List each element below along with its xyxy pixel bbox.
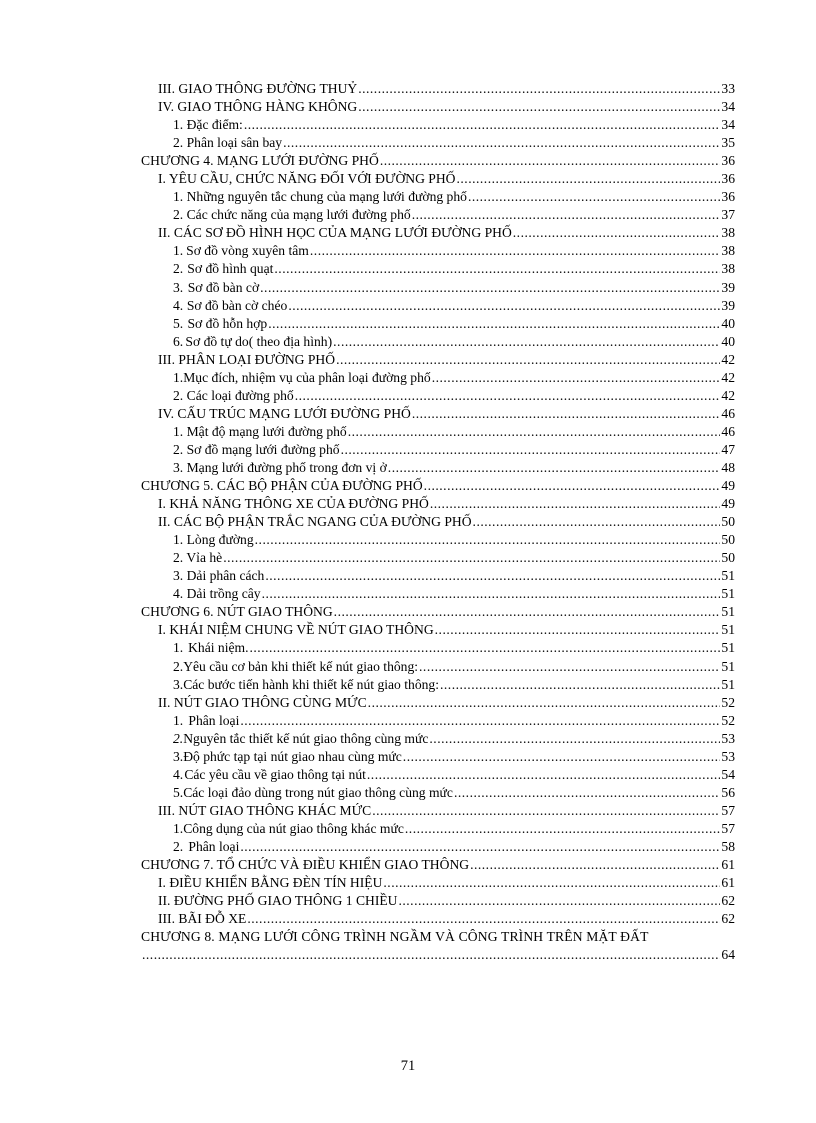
toc-entry-page: 51 (721, 604, 735, 620)
toc-entry-page: 39 (721, 279, 735, 295)
toc-entry-number: 1. (173, 820, 184, 836)
toc-entry-title: III. BÃI ĐỖ XE (158, 911, 247, 927)
toc-entry-page: 42 (721, 387, 735, 403)
dot-leader (240, 712, 720, 730)
toc-entry[interactable] (141, 784, 735, 802)
dot-leader (255, 531, 721, 549)
dot-leader (440, 676, 720, 694)
toc-entry-title: Sơ đồ hình quạt (187, 261, 274, 277)
dot-leader (295, 387, 721, 405)
toc-entry-title: 4. Dải trồng cây (173, 586, 261, 602)
toc-entry[interactable] (141, 351, 735, 369)
toc-entry-title: 1. Lòng đường (173, 532, 254, 548)
toc-entry[interactable] (141, 946, 735, 964)
toc-entry-title: Sơ đồ hỗn hợp (187, 315, 268, 331)
toc-entry-page: 51 (721, 640, 735, 656)
toc-entry-title: III. PHÂN LOẠI ĐƯỜNG PHỐ (158, 351, 336, 367)
toc-entry-number: 3. (173, 676, 184, 692)
toc-entry[interactable] (141, 621, 735, 639)
toc-entry-title: I. KHÁI NIỆM CHUNG VỀ NÚT GIAO THÔNG (158, 622, 434, 638)
toc-entry-page: 42 (721, 369, 735, 385)
toc-entry-title: I. KHẢ NĂNG THÔNG XE CỦA ĐƯỜNG PHỐ (158, 496, 429, 512)
toc-entry[interactable] (141, 405, 735, 423)
dot-leader (513, 224, 721, 242)
toc-entry-page: 62 (721, 893, 735, 909)
toc-entry[interactable] (141, 639, 735, 657)
toc-entry[interactable] (141, 387, 735, 405)
dot-leader (398, 892, 720, 910)
toc-entry-number: 1. (173, 243, 184, 259)
toc-entry-page: 38 (721, 225, 735, 241)
toc-entry[interactable] (141, 369, 735, 387)
toc-entry[interactable] (141, 748, 735, 766)
toc-entry-page: 61 (721, 857, 735, 873)
toc-entry-page: 38 (721, 243, 735, 259)
toc-entry[interactable] (141, 152, 735, 170)
dot-leader (468, 188, 720, 206)
toc-entry-number: 2. (173, 658, 184, 674)
toc-entry-title: 1. Những nguyên tắc chung của mạng lưới đường phố (173, 189, 467, 205)
toc-entry[interactable] (141, 567, 735, 585)
dot-leader (244, 116, 721, 134)
toc-entry[interactable] (141, 676, 735, 694)
dot-leader (274, 260, 720, 278)
toc-entry-title: Phân loại (188, 712, 240, 728)
toc-entry-title: Độ phức tạp tại nút giao nhau cùng mức (183, 748, 402, 764)
toc-entry-page: 50 (721, 532, 735, 548)
toc-entry[interactable] (141, 279, 735, 297)
toc-entry-number: 1. (173, 712, 184, 728)
toc-entry-page: 42 (721, 351, 735, 367)
toc-entry-title: 1. Mật độ mạng lưới đường phố (173, 423, 347, 439)
toc-entry[interactable] (141, 892, 735, 910)
dot-leader (419, 658, 720, 676)
dot-leader (412, 405, 721, 423)
toc-entry[interactable] (141, 730, 735, 748)
toc-entry[interactable] (141, 80, 735, 98)
toc-entry-page: 46 (721, 405, 735, 421)
toc-entry-title: CHƯƠNG 5. CÁC BỘ PHẬN CỦA ĐƯỜNG PHỐ (141, 478, 423, 494)
toc-entry-page: 51 (721, 622, 735, 638)
toc-entry-page: 52 (721, 712, 735, 728)
toc-entry-page: 51 (721, 658, 735, 674)
dot-leader (348, 423, 721, 441)
toc-entry-title: Sơ đồ bàn cờ (187, 279, 260, 295)
toc-entry-number: 5. (173, 315, 184, 331)
toc-entry-page: 46 (721, 423, 735, 439)
toc-entry-title: II. NÚT GIAO THÔNG CÙNG MỨC (158, 694, 367, 710)
toc-entry[interactable] (141, 820, 735, 838)
toc-entry-page: 47 (721, 441, 735, 457)
toc-entry-title: Các yêu cầu về giao thông tại nút (184, 766, 366, 782)
toc-entry-number: 5. (173, 784, 184, 800)
toc-entry-title: 1. Đặc điểm: (173, 117, 243, 133)
dot-leader (367, 766, 721, 784)
toc-entry-number: 3. (173, 279, 184, 295)
toc-entry[interactable] (141, 98, 735, 116)
dot-leader (388, 459, 721, 477)
toc-entry[interactable] (141, 206, 735, 224)
toc-entry-page: 49 (721, 478, 735, 494)
toc-entry-title: II. ĐƯỜNG PHỐ GIAO THÔNG 1 CHIỀU (158, 893, 398, 909)
dot-leader (336, 351, 720, 369)
dot-leader (288, 297, 720, 315)
toc-entry-page: 56 (721, 784, 735, 800)
dot-leader (247, 910, 720, 928)
toc-entry-page: 36 (721, 153, 735, 169)
toc-entry-page: 62 (721, 911, 735, 927)
toc-entry-number: 2. (173, 387, 184, 403)
dot-leader (473, 513, 721, 531)
toc-entry-page: 49 (721, 496, 735, 512)
dot-leader (262, 585, 721, 603)
toc-entry-number: 6. (173, 333, 184, 349)
toc-entry-title: CHƯƠNG 8. MẠNG LƯỚI CÔNG TRÌNH NGẦM VÀ CÔNG TRÌNH TRÊN MẶT ĐẤT (141, 929, 649, 945)
toc-entry-page: 51 (721, 568, 735, 584)
dot-leader (334, 603, 721, 621)
toc-entry-title: Các bước tiến hành khi thiết kế nút giao thông: (183, 676, 439, 692)
toc-entry-page: 58 (721, 838, 735, 854)
toc-entry[interactable] (141, 116, 735, 134)
toc-entry-page: 57 (721, 820, 735, 836)
toc-entry-number: 2. (173, 838, 184, 854)
toc-entry-page: 36 (721, 171, 735, 187)
toc-entry-number: 1. (173, 640, 184, 656)
toc-entry-title: 2. Phân loại sân bay (173, 135, 283, 151)
toc-entry-number: 4. (173, 766, 184, 782)
toc-entry[interactable] (141, 874, 735, 892)
toc-entry-title: Sơ đồ bàn cờ chéo (186, 297, 288, 313)
toc-entry[interactable] (141, 585, 735, 603)
dot-leader (268, 315, 720, 333)
dot-leader (341, 441, 721, 459)
toc-entry[interactable] (141, 712, 735, 730)
toc-entry-title: II. CÁC SƠ ĐỒ HÌNH HỌC CỦA MẠNG LƯỚI ĐƯỜNG PHỐ (158, 225, 512, 241)
toc-entry-title: CHƯƠNG 6. NÚT GIAO THÔNG (141, 604, 333, 620)
dot-leader (240, 838, 720, 856)
toc-entry-title: 3. Dải phân cách (173, 568, 265, 584)
toc-entry[interactable] (141, 694, 735, 712)
toc-entry-title: CHƯƠNG 4. MẠNG LƯỚI ĐƯỜNG PHỐ (141, 153, 379, 169)
dot-leader (260, 279, 720, 297)
toc-entry-title: I. ĐIỀU KHIỂN BẰNG ĐÈN TÍN HIỆU (158, 875, 383, 891)
dot-leader (250, 639, 721, 657)
toc-entry[interactable] (141, 242, 735, 260)
toc-entry[interactable] (141, 928, 735, 946)
dot-leader (424, 477, 721, 495)
toc-entry-title: CHƯƠNG 7. TỔ CHỨC VÀ ĐIỀU KHIỂN GIAO THÔNG (141, 857, 470, 873)
dot-leader (358, 98, 720, 116)
toc-entry-page: 33 (721, 81, 735, 96)
dot-leader (310, 242, 721, 260)
toc-entry-page: 54 (721, 766, 735, 782)
toc-entry[interactable] (141, 549, 735, 567)
dot-leader (358, 80, 720, 98)
toc-entry-title: Sơ đồ vòng xuyên tâm (186, 243, 309, 259)
dot-leader (380, 152, 721, 170)
dot-leader (283, 134, 720, 152)
toc-entry-title: Yêu cầu cơ bản khi thiết kế nút giao thông: (183, 658, 419, 674)
dot-leader (383, 874, 720, 892)
dot-leader (403, 748, 721, 766)
toc-entry-title: III. GIAO THÔNG ĐƯỜNG THUỶ (158, 81, 358, 96)
toc-entry-title: Sơ đồ tự do( theo địa hình) (185, 333, 333, 349)
toc-entry-page: 36 (721, 189, 735, 205)
toc-entry-number: 3. (173, 748, 184, 764)
toc-entry-title: 2. Vỉa hè (173, 550, 223, 566)
toc-entry[interactable] (141, 423, 735, 441)
dot-leader (265, 567, 720, 585)
toc-entry[interactable] (141, 495, 735, 513)
dot-leader (223, 549, 720, 567)
toc-entry-title: Khái niệm. (188, 640, 249, 656)
toc-entry[interactable] (141, 459, 735, 477)
toc-entry[interactable] (141, 838, 735, 856)
toc-entry[interactable] (141, 766, 735, 784)
toc-entry-title: 3. Mạng lưới đường phố trong đơn vị ở (173, 459, 387, 475)
toc-entry[interactable] (141, 297, 735, 315)
toc-entry[interactable] (141, 260, 735, 278)
toc-entry-number: 1. (173, 369, 184, 385)
toc-entry-title: Công dụng của nút giao thông khác mức (183, 820, 404, 836)
toc-entry[interactable] (141, 856, 735, 874)
toc-entry-title: Phân loại (188, 838, 240, 854)
toc-entry-title: 2. Các chức năng của mạng lưới đường phố (173, 207, 411, 223)
toc-entry[interactable] (141, 224, 735, 242)
dot-leader (430, 495, 721, 513)
toc-entry-number: 2. (173, 730, 184, 746)
toc-entry-title: III. NÚT GIAO THÔNG KHÁC MỨC (158, 802, 372, 818)
toc-entry-page: 64 (721, 947, 735, 963)
toc-entry[interactable] (141, 910, 735, 928)
toc-entry[interactable] (141, 658, 735, 676)
dot-leader (368, 694, 721, 712)
dot-leader (142, 946, 720, 964)
toc-entry[interactable] (141, 134, 735, 152)
dot-leader (470, 856, 720, 874)
toc-entry-page: 51 (721, 586, 735, 602)
toc-entry-page: 37 (721, 207, 735, 223)
toc-entry-page: 50 (721, 514, 735, 530)
toc-entry-title: Nguyên tắc thiết kế nút giao thông cùng mức (183, 730, 429, 746)
toc-entry-page: 35 (721, 135, 735, 151)
toc-entry-title: II. CÁC BỘ PHẬN TRẮC NGANG CỦA ĐƯỜNG PHỐ (158, 514, 472, 530)
dot-leader (372, 802, 720, 820)
page-number: 71 (400, 1058, 416, 1074)
toc-entry-title: 2. Sơ đồ mạng lưới đường phố (173, 441, 340, 457)
toc-entry[interactable] (141, 315, 735, 333)
toc-entry-title: IV. GIAO THÔNG HÀNG KHÔNG (158, 99, 358, 115)
toc-entry-number: 4. (173, 297, 184, 313)
toc-entry-page: 34 (721, 117, 735, 133)
dot-leader (333, 333, 720, 351)
toc-entry-title: Các loại đường phố (186, 387, 294, 403)
toc-entry[interactable] (141, 188, 735, 206)
toc-entry-page: 39 (721, 297, 735, 313)
toc-entry[interactable] (141, 603, 735, 621)
toc-entry[interactable] (141, 477, 735, 495)
toc-entry-page: 34 (721, 99, 735, 115)
toc-entry[interactable] (141, 170, 735, 188)
dot-leader (457, 170, 721, 188)
dot-leader (429, 730, 720, 748)
toc-entry-page: 57 (721, 802, 735, 818)
toc-entry[interactable] (141, 333, 735, 351)
toc-entry-page: 53 (721, 748, 735, 764)
dot-leader (412, 206, 721, 224)
toc-entry-page: 52 (721, 694, 735, 710)
toc-entry[interactable] (141, 441, 735, 459)
toc-entry-page: 38 (721, 261, 735, 277)
toc-entry-page: 51 (721, 676, 735, 692)
toc-entry-page: 50 (721, 550, 735, 566)
dot-leader (454, 784, 720, 802)
toc-entry-title: I. YÊU CẦU, CHỨC NĂNG ĐỐI VỚI ĐƯỜNG PHỐ (158, 171, 456, 187)
dot-leader (435, 621, 721, 639)
toc-entry-title: Mục đích, nhiệm vụ của phân loại đường phố (183, 369, 431, 385)
dot-leader (405, 820, 721, 838)
toc-entry-page: 40 (721, 315, 735, 331)
toc-entry-title: IV. CẤU TRÚC MẠNG LƯỚI ĐƯỜNG PHỐ (158, 405, 411, 421)
toc-entry-page: 48 (721, 459, 735, 475)
toc-entry-page: 40 (721, 333, 735, 349)
table-of-contents (141, 80, 735, 964)
toc-entry[interactable] (141, 531, 735, 549)
dot-leader (432, 369, 721, 387)
toc-entry-page: 61 (721, 875, 735, 891)
toc-entry-page: 53 (721, 730, 735, 746)
toc-entry-title: Các loại đảo dùng trong nút giao thông cùng mức (183, 784, 453, 800)
toc-entry-number: 2. (173, 261, 184, 277)
toc-entry[interactable] (141, 513, 735, 531)
toc-entry[interactable] (141, 802, 735, 820)
